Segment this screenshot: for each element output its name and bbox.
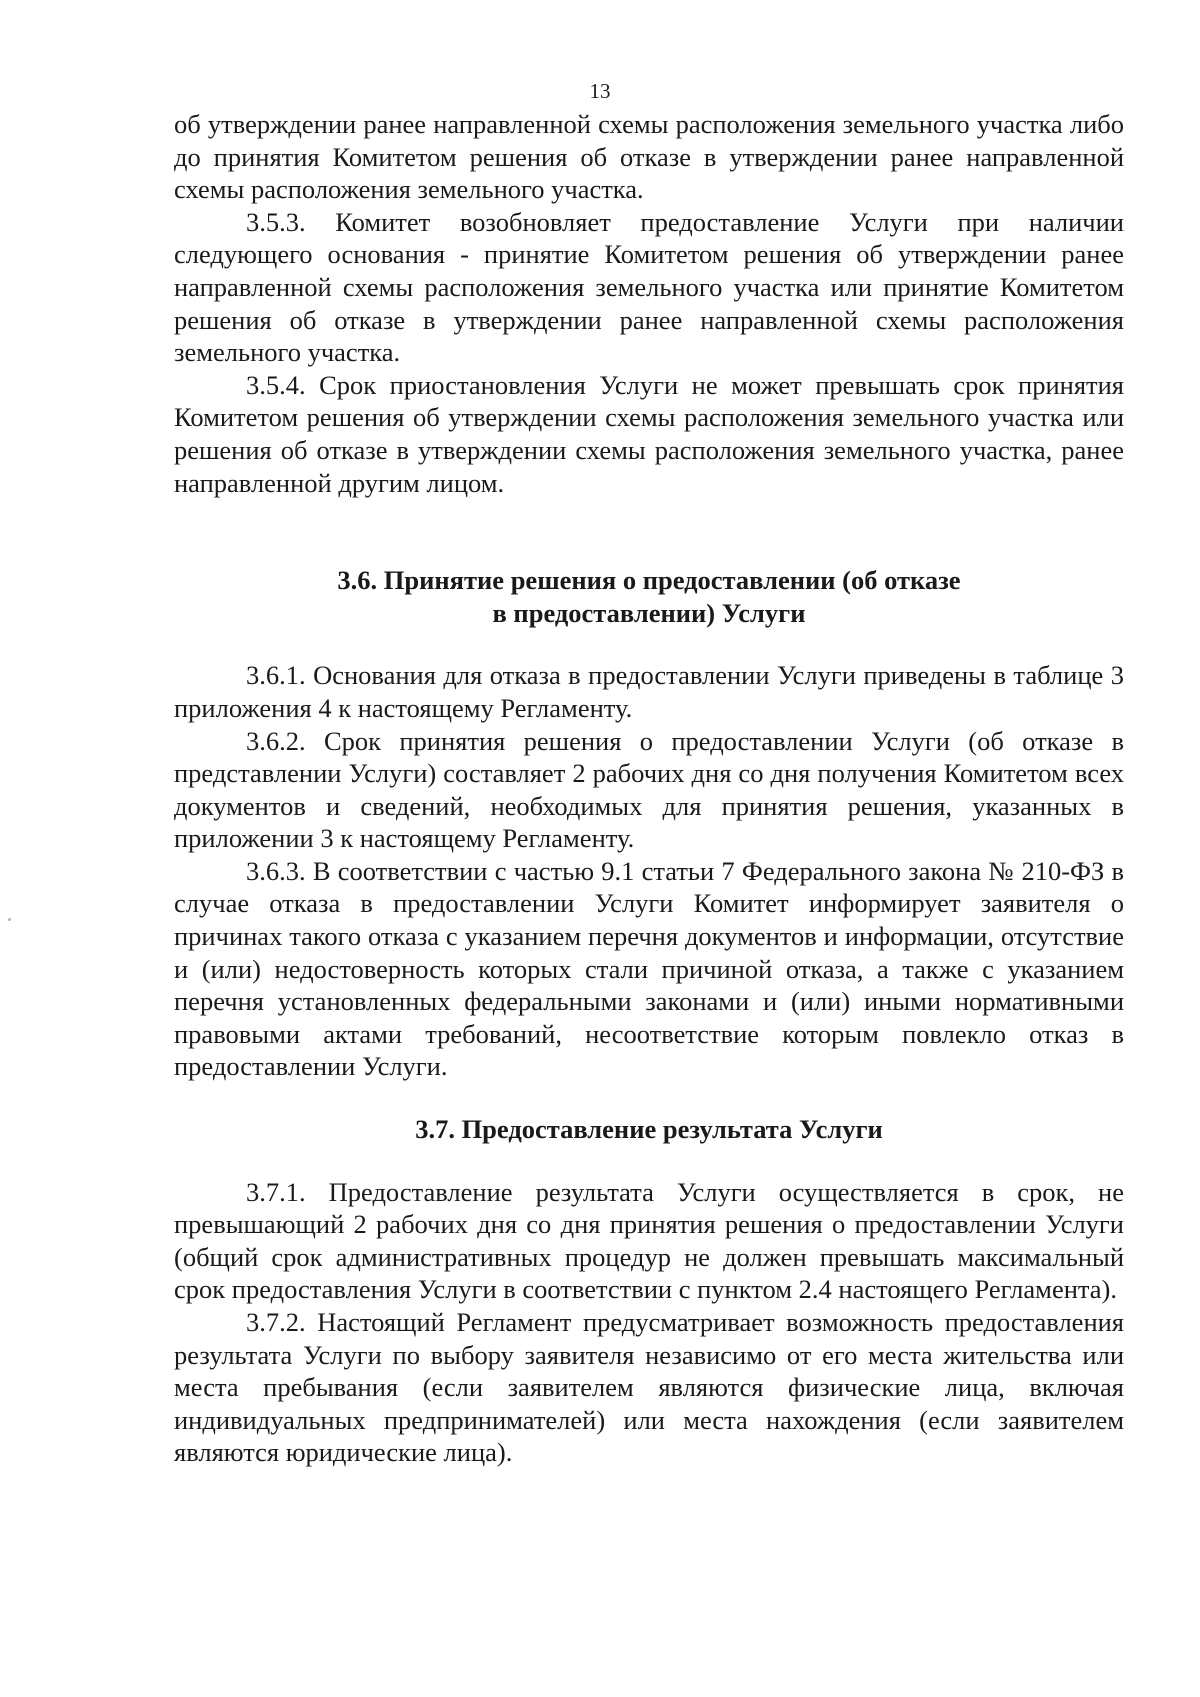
section-heading-3-6-line2: в предоставлении) Услуги — [492, 597, 806, 628]
paragraph-3-5-3: 3.5.3. Комитет возобновляет предоставление Услуги при наличии следующего основания - принятие Комитетом решения об утверждении ранее направленной схемы расположения земельного участка или принятие Комитетом решения об отказе в утверждении ранее направленной схемы расположения земельного участка. — [174, 206, 1124, 368]
paragraph-3-6-3: 3.6.3. В соответствии с частью 9.1 статьи 7 Федерального закона № 210-ФЗ в случае отказа в предоставлении Услуги Комитет информирует заявителя о причинах такого отказа с указанием перечня документов и информации, отсутствие и (или) недостоверность которых стали причиной отказа, а также с указанием перечня установленных федеральными законами и (или) иными нормативными правовыми актами требований, несоответствие которым повлекло отказ в предоставлении Услуги. — [174, 855, 1124, 1082]
paragraph-3-7-2: 3.7.2. Настоящий Регламент предусматривает возможность предоставления результата Услуги по выбору заявителя независимо от его места жительства или места пребывания (если заявителем являются физические лица, включая индивидуальных предпринимателей) или места нахождения (если заявителем являются юридические лица). — [174, 1307, 1124, 1468]
section-heading-3-6 — [174, 564, 1124, 629]
paragraph-3-5-4: 3.5.4. Срок приостановления Услуги не может превышать срок принятия Комитетом решения об утверждении схемы расположения земельного участка или решения об отказе в утверждении схемы расположения земельного участка, ранее направленной другим лицом. — [174, 369, 1124, 498]
scan-artifact — [8, 918, 11, 921]
section-heading-3-6-line1: 3.6. Принятие решения о предоставлении (об отказе — [337, 565, 961, 596]
document-body — [174, 108, 1124, 1469]
paragraph-continuation: об утверждении ранее направленной схемы расположения земельного участка либо до принятия Комитетом решения об отказе в утверждении ранее направленной схемы расположения земельного участка. — [174, 109, 1124, 205]
paragraph-3-6-2: 3.6.2. Срок принятия решения о предоставлении Услуги (об отказе в представлении Услуги) составляет 2 рабочих дня со дня получения Комитетом всех документов и сведений, необходимых для принятия решения, указанных в приложении 3 к настоящему Регламенту. — [174, 725, 1124, 854]
section-heading-3-7: 3.7. Предоставление результата Услуги — [415, 1114, 883, 1145]
page-number: 13 — [589, 79, 611, 103]
paragraph-3-6-1: 3.6.1. Основания для отказа в предоставлении Услуги приведены в таблице 3 приложения 4 к настоящему Регламенту. — [174, 660, 1124, 723]
paragraph-3-7-1: 3.7.1. Предоставление результата Услуги осуществляется в срок, не превышающий 2 рабочих дня со дня принятия решения о предоставлении Услуги (общий срок административных процедур не должен превышать максимальный срок предоставления Услуги в соответствии с пунктом 2.4 настоящего Регламента). — [174, 1176, 1124, 1305]
